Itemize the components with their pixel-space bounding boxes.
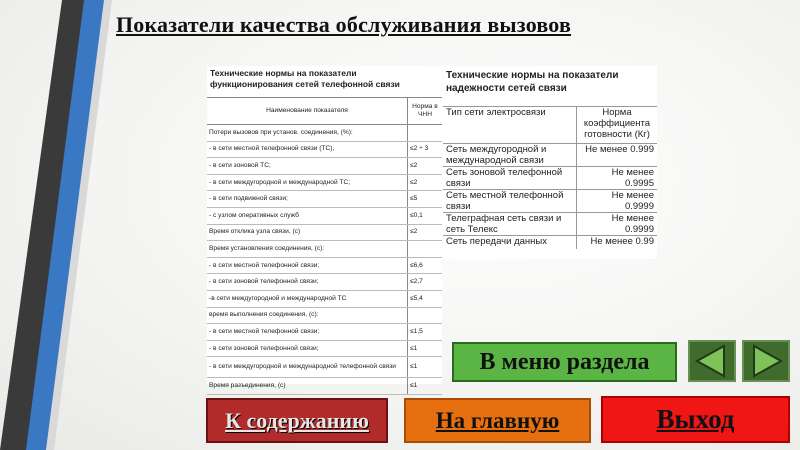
exit-button[interactable]	[601, 396, 790, 443]
table-row	[207, 158, 442, 175]
col-header-norm: Норма в ЧНН	[408, 98, 443, 125]
table-row	[443, 213, 657, 236]
row-name-cell: - в сети междугородной и международной ТС;	[207, 174, 408, 191]
right-table-heading-line2: надежности сетей связи	[446, 83, 567, 94]
row-name-cell: время выполнения соединения, (с):	[207, 307, 408, 324]
section-menu-button[interactable]: В меню раздела	[452, 342, 677, 382]
table-row	[207, 207, 442, 224]
table-row	[443, 190, 657, 213]
row-value-cell: ≤2	[408, 174, 443, 191]
reliability-norms-table	[443, 106, 657, 249]
row-name-cell: Время установления соединения, (с):	[207, 241, 408, 258]
table-row	[207, 224, 442, 241]
row-value-cell: ≤1	[408, 357, 443, 378]
arrow-right-icon	[744, 342, 788, 380]
row-value-cell: Не менее 0.9995	[577, 167, 658, 190]
row-name-cell: - в сети междугородной и международной телефонной связи	[207, 357, 408, 378]
row-name-cell: - в сети подвижной связи;	[207, 191, 408, 208]
row-name-cell: - в сети зоновой телефонной связи;	[207, 274, 408, 291]
table-row	[207, 141, 442, 158]
row-value-cell: ≤1,5	[408, 324, 443, 341]
table-row	[207, 125, 442, 142]
home-button[interactable]	[404, 398, 591, 443]
row-name-cell: Время разъединения, (с)	[207, 378, 408, 395]
row-value-cell: ≤2	[408, 158, 443, 175]
table-row	[443, 236, 657, 250]
row-name-cell: - в сети зоновой ТС;	[207, 158, 408, 175]
row-name-cell: Время отклика узла связи, (с)	[207, 224, 408, 241]
table-row	[207, 290, 442, 307]
right-table-heading	[446, 69, 656, 95]
left-table-heading	[210, 68, 440, 90]
table-row	[207, 357, 442, 378]
table-row	[207, 241, 442, 258]
row-name-cell: -в сети междугородной и международной ТС	[207, 290, 408, 307]
row-name-cell: Сеть местной телефонной связи	[443, 190, 577, 213]
row-value-cell: ≤2	[408, 224, 443, 241]
arrow-left-icon	[690, 342, 734, 380]
row-name-cell: Потери вызовов при установ. соединения, (%):	[207, 125, 408, 142]
row-name-cell: Сеть междугородной и международной связи	[443, 144, 577, 167]
left-table-heading-line2: функционирования сетей телефонной связи	[210, 79, 400, 89]
row-value-cell: Не менее 0.99	[577, 236, 658, 250]
contents-button[interactable]	[206, 398, 388, 443]
row-value-cell: Не менее 0.999	[577, 144, 658, 167]
row-value-cell: ≤2 ÷ 3	[408, 141, 443, 158]
row-value-cell: ≤0,1	[408, 207, 443, 224]
col-header-availability: Норма коэффициента готовности (Кг)	[577, 107, 658, 144]
table-header-row	[443, 107, 657, 144]
decorative-stripes	[0, 0, 120, 450]
row-name-cell: Сеть зоновой телефонной связи	[443, 167, 577, 190]
col-header-name: Наименование показателя	[207, 98, 408, 125]
table-row	[207, 307, 442, 324]
next-slide-button[interactable]	[742, 340, 790, 382]
table-row	[207, 340, 442, 357]
row-value-cell: ≤1	[408, 378, 443, 395]
contents-button-label: К содержанию	[225, 407, 369, 433]
row-name-cell: Сеть передачи данных	[443, 236, 577, 250]
table-row	[207, 378, 442, 395]
home-button-label: На главную	[435, 407, 560, 433]
row-name-cell: Телеграфная сеть связи и сеть Телекс	[443, 213, 577, 236]
row-value-cell: ≤1	[408, 340, 443, 357]
row-name-cell: - в сети местной телефонной связи (ТС),	[207, 141, 408, 158]
row-value-cell	[408, 125, 443, 142]
row-name-cell: - с узлом оперативных служб	[207, 207, 408, 224]
row-value-cell: ≤2,7	[408, 274, 443, 291]
table-row	[207, 324, 442, 341]
reliability-norms-table-image	[443, 66, 657, 259]
row-value-cell	[408, 241, 443, 258]
table-row	[443, 167, 657, 190]
page-title: Показатели качества обслуживания вызовов	[116, 12, 572, 37]
row-name-cell: - в сети местной телефонной связи;	[207, 324, 408, 341]
table-row	[443, 144, 657, 167]
row-name-cell: - в сети зоновой телефонной связи;	[207, 340, 408, 357]
functioning-norms-table	[207, 97, 442, 395]
table-row	[207, 191, 442, 208]
prev-slide-button[interactable]	[688, 340, 736, 382]
table-header-row	[207, 98, 442, 125]
row-value-cell: ≤5,4	[408, 290, 443, 307]
row-name-cell: - в сети местной телефонной связи;	[207, 257, 408, 274]
row-value-cell: ≤6,6	[408, 257, 443, 274]
table-row	[207, 257, 442, 274]
functioning-norms-table-image	[207, 66, 442, 390]
row-value-cell	[408, 307, 443, 324]
left-table-heading-line1: Технические нормы на показатели	[210, 68, 357, 78]
row-value-cell: ≤5	[408, 191, 443, 208]
row-value-cell: Не менее 0.9999	[577, 213, 658, 236]
row-value-cell: Не менее 0.9999	[577, 190, 658, 213]
table-row	[207, 274, 442, 291]
exit-button-label: Выход	[656, 404, 735, 434]
right-table-heading-line1: Технические нормы на показатели	[446, 70, 619, 81]
table-row	[207, 174, 442, 191]
col-header-network-type: Тип сети электросвязи	[443, 107, 577, 144]
